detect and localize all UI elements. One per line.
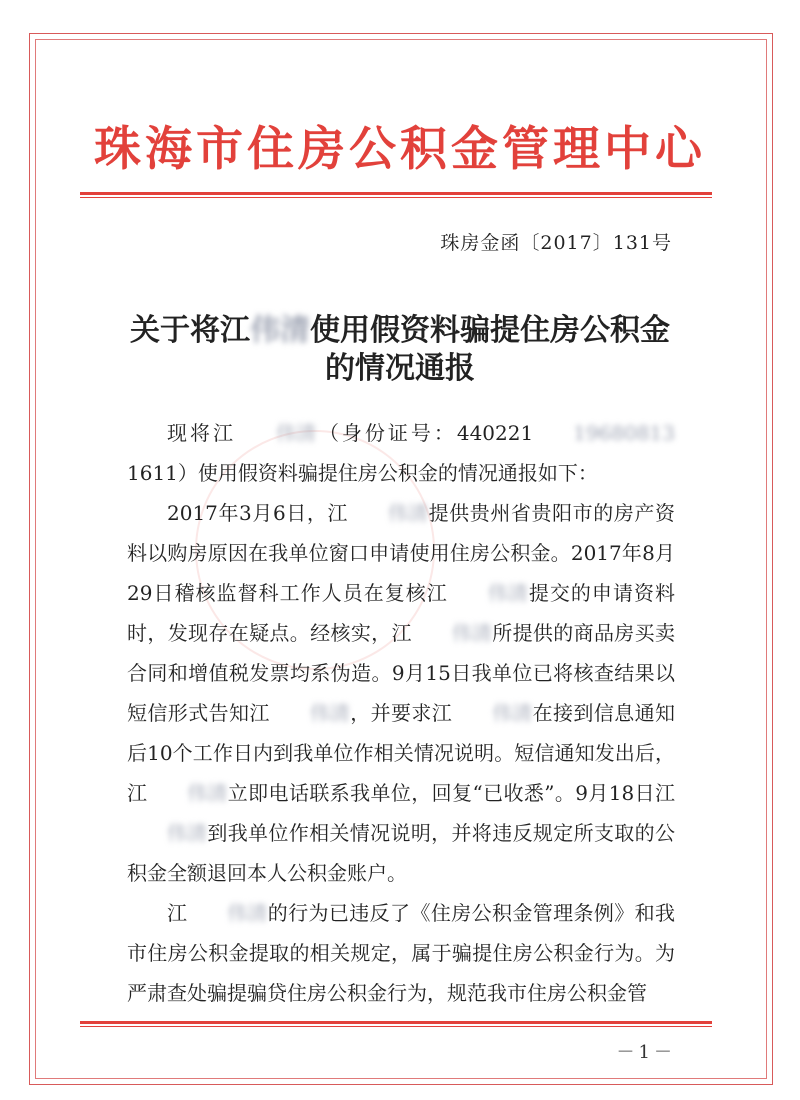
redacted-name: 伟清 [451, 621, 492, 645]
redacted-name: 伟清 [250, 313, 310, 348]
redacted-name: 伟清 [309, 701, 350, 725]
redacted-name: 伟清 [275, 421, 316, 445]
footer-red-rule-thin [80, 1026, 712, 1027]
header-red-rule-thin [80, 197, 712, 198]
document-body [127, 413, 675, 1013]
document-title-line1: 关于将江伟清使用假资料骗提住房公积金 [0, 305, 800, 349]
footer-red-rule [80, 1021, 712, 1024]
document-title-line2: 的情况通报 [325, 351, 475, 386]
document-number: 珠房金函〔2017〕131号 [440, 232, 672, 254]
paragraph-1: 现将江 伟清（身份证号：440221 196808131611）使用假资料骗提住房公积金的情况通报如下： [127, 413, 675, 493]
redacted-id: 19680813 [573, 421, 675, 445]
redacted-name: 伟清 [492, 701, 533, 725]
paragraph-3: 江 伟清的行为已违反了《住房公积金管理条例》和我市住房公积金提取的相关规定，属于骗提住房公积金行为。为严肃查处骗提骗贷住房公积金行为，规范我市住房公积金管 [127, 893, 675, 1013]
redacted-name: 伟清 [167, 821, 207, 845]
page-number: －1－ [616, 1042, 676, 1063]
redacted-name: 伟清 [487, 581, 528, 605]
organization-header: 珠海市住房公积金管理中心 [94, 122, 706, 177]
paragraph-2: 2017年3月6日，江 伟清提供贵州省贵阳市的房产资料以购房原因在我单位窗口申请使用住房公积金。2017年8月29日稽核监督科工作人员在复核江 伟清提交的申请资料时，发现存在疑点。经核实，江 伟清所提供的商品房买卖合同和增值税发票均系伪造。9月15日我单位已将核查结果以短信形式告知江 伟清，并要求江 伟清在接到信息通知后10个工作日内到我单位作相关情况说明。短信通知发出后，江 伟清立即电话联系我单位，回复“已收悉”。9月18日江伟清到我单位作相关情况说明，并将违反规定所支取的公积金全额退回本人公积金账户。 [127, 493, 675, 893]
header-red-rule [80, 192, 712, 195]
redacted-name: 伟清 [227, 901, 268, 925]
redacted-name: 伟清 [388, 501, 429, 525]
redacted-name: 伟清 [187, 781, 228, 805]
